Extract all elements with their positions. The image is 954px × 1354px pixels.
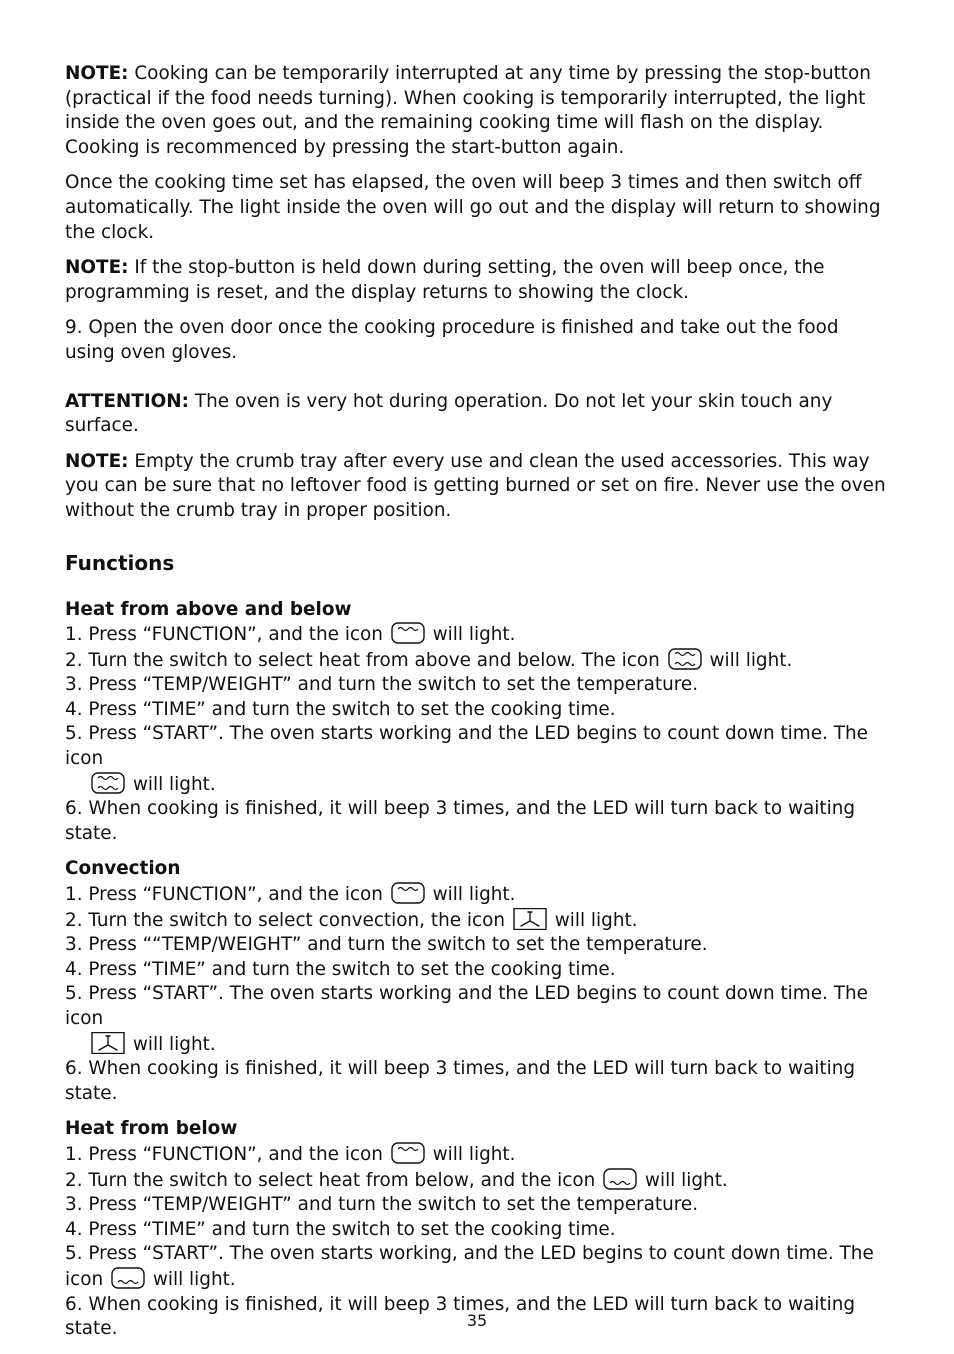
functions-section	[65, 550, 890, 1342]
cooking-elapsed-paragraph: Once the cooking time set has elapsed, the oven will beep 3 times and then switch off automatically. The light inside the oven will go out and the display will return to showing the clock.	[65, 172, 881, 243]
below-title: Heat from below	[65, 1118, 238, 1140]
below-step-1: 1. Press “FUNCTION”, and the icon will light.	[65, 1143, 516, 1165]
heat-above-below-icon	[668, 648, 702, 670]
below-step-2: 2. Turn the switch to select heat from below, and the icon will light.	[65, 1169, 728, 1191]
note-label: NOTE:	[65, 450, 129, 472]
below-step-5: 5. Press “START”. The oven starts working, and the LED begins to count down time. The	[65, 1243, 874, 1265]
attention-label: ATTENTION:	[65, 390, 190, 412]
attention-hot	[65, 390, 890, 439]
function-icon	[391, 1142, 425, 1164]
heat-above-below-icon	[91, 772, 125, 794]
convection-step-5-cont: will light.	[65, 1032, 890, 1058]
above-below-step-6-cont: state.	[65, 822, 118, 844]
above-below-step-3: 3. Press “TEMP/WEIGHT” and turn the switch to set the temperature.	[65, 674, 699, 696]
note-stop-button	[65, 256, 890, 305]
heat-below-icon	[111, 1267, 145, 1289]
convection-fan-icon	[91, 1032, 125, 1054]
above-below-step-2: 2. Turn the switch to select heat from above and below. The icon will light.	[65, 649, 793, 671]
note-text: Cooking can be temporarily interrupted at any time by pressing the stop-button (practical if the food needs turning). When cooking is temporarily interrupted, the light inside the oven goes out, and the remaining cooking time will flash on the display. Cooking is recommenced by pressing the start-button again.	[65, 63, 871, 158]
convection-fan-icon	[513, 908, 547, 930]
attention-text: The oven is very hot during operation. Do not let your skin touch any surface.	[65, 390, 833, 437]
function-icon	[391, 622, 425, 644]
above-below-section	[65, 598, 890, 847]
step-9-paragraph: 9. Open the oven door once the cooking procedure is finished and take out the food using oven gloves.	[65, 317, 839, 363]
below-step-5-cont: icon will light.	[65, 1268, 236, 1290]
below-step-3: 3. Press “TEMP/WEIGHT” and turn the switch to set the temperature.	[65, 1194, 699, 1216]
above-below-step-6: 6. When cooking is finished, it will beep 3 times, and the LED will turn back to waiting	[65, 798, 856, 820]
above-below-step-4: 4. Press “TIME” and turn the switch to set the cooking time.	[65, 698, 616, 720]
convection-step-2: 2. Turn the switch to select convection, the icon will light.	[65, 909, 638, 931]
note-label: NOTE:	[65, 63, 129, 84]
functions-heading: Functions	[65, 550, 175, 575]
document-page	[65, 62, 890, 1353]
above-below-step-1: 1. Press “FUNCTION”, and the icon will light.	[65, 624, 516, 646]
note-interrupt	[65, 62, 890, 160]
convection-step-5: 5. Press “START”. The oven starts working and the LED begins to count down time. The icon	[65, 983, 868, 1029]
function-icon	[391, 882, 425, 904]
above-below-title: Heat from above and below	[65, 598, 352, 620]
below-step-6-cont: state.	[65, 1318, 118, 1340]
convection-step-3: 3. Press ““TEMP/WEIGHT” and turn the switch to set the temperature.	[65, 934, 708, 956]
note-crumb-tray	[65, 450, 890, 524]
above-below-step-5: 5. Press “START”. The oven starts working and the LED begins to count down time. The icon	[65, 723, 868, 770]
below-step-6: 6. When cooking is finished, it will beep 3 times, and the LED will turn back to waiting	[65, 1293, 856, 1315]
convection-step-1: 1. Press “FUNCTION”, and the icon will light.	[65, 884, 516, 906]
below-section	[65, 1117, 890, 1341]
above-below-step-5-cont: will light.	[65, 772, 890, 798]
convection-title: Convection	[65, 858, 181, 880]
note-label: NOTE:	[65, 257, 129, 279]
page-number: 35	[466, 1311, 488, 1330]
convection-step-6: 6. When cooking is finished, it will beep 3 times, and the LED will turn back to waiting	[65, 1058, 856, 1080]
heat-below-icon	[603, 1168, 637, 1190]
below-step-4: 4. Press “TIME” and turn the switch to set the cooking time.	[65, 1218, 616, 1240]
note-text: If the stop-button is held down during setting, the oven will beep once, the programming is reset, and the display returns to showing the clock.	[65, 257, 825, 303]
convection-step-4: 4. Press “TIME” and turn the switch to set the cooking time.	[65, 958, 616, 980]
convection-section	[65, 857, 890, 1106]
convection-step-6-cont: state.	[65, 1082, 118, 1104]
note-text: Empty the crumb tray after every use and clean the used accessories. This way you can be sure that no leftover food is getting burned or set on fire. Never use the oven without the crumb tray in proper position.	[65, 450, 886, 521]
